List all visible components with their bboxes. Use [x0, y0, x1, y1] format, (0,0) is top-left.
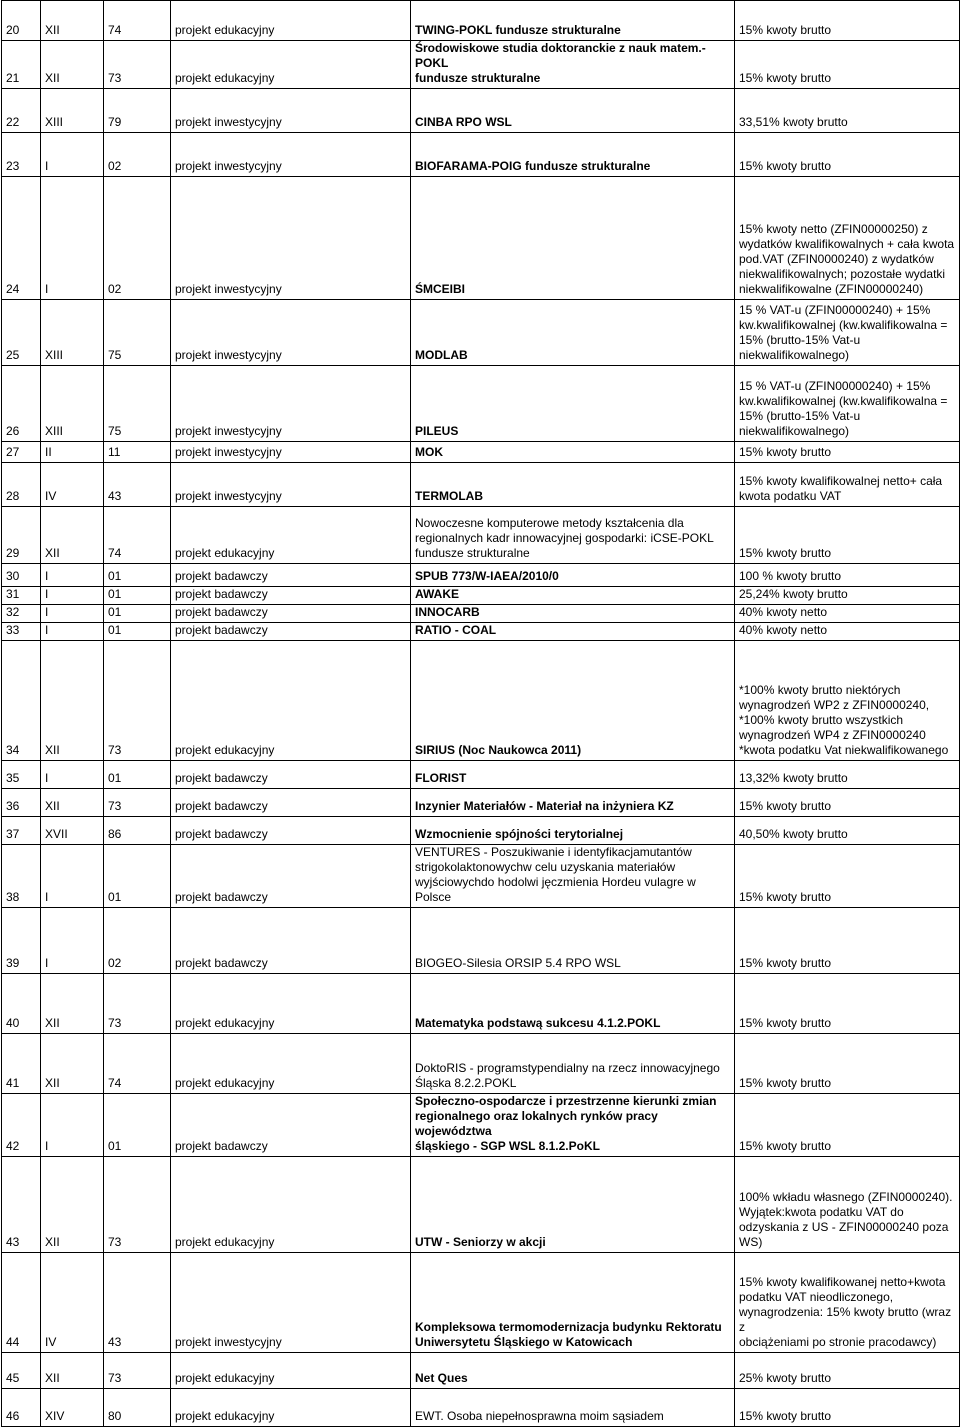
funding-note-cell: 15% kwoty brutto — [735, 908, 960, 974]
code-cell: 02 — [104, 908, 171, 974]
project-type-cell: projekt badawczy — [171, 605, 411, 623]
project-type-cell: projekt inwestycyjny — [171, 177, 411, 300]
table-row — [2, 41, 960, 89]
code-cell: 74 — [104, 1034, 171, 1094]
funding-note-cell: 15% kwoty brutto — [735, 1389, 960, 1427]
project-type-cell: projekt edukacyjny — [171, 1034, 411, 1094]
code-cell: 01 — [104, 564, 171, 587]
project-type-cell: projekt inwestycyjny — [171, 300, 411, 366]
row-number-cell: 31 — [2, 587, 41, 605]
row-number-cell: 33 — [2, 623, 41, 641]
code-cell: 01 — [104, 605, 171, 623]
funding-note-cell: 15 % VAT-u (ZFIN00000240) + 15% kw.kwalifikowalnej (kw.kwalifikowalna = 15% (brutto-15% Vat-u niekwalifikowalnego) — [735, 300, 960, 366]
table-row — [2, 908, 960, 974]
project-name-cell: Nowoczesne komputerowe metody kształcenia dla regionalnych kadr innowacyjnej gospodarki: iCSE-POKL fundusze strukturalne — [411, 507, 735, 564]
project-name-cell: EWT. Osoba niepełnosprawna moim sąsiadem — [411, 1389, 735, 1427]
funding-note-cell: 25% kwoty brutto — [735, 1353, 960, 1389]
projects-table-body — [2, 1, 960, 1427]
row-number-cell: 35 — [2, 761, 41, 789]
row-number-cell: 25 — [2, 300, 41, 366]
project-name-cell: BIOGEO-Silesia ORSIP 5.4 RPO WSL — [411, 908, 735, 974]
project-name-cell: UTW - Seniorzy w akcji — [411, 1157, 735, 1253]
code-cell: 79 — [104, 89, 171, 133]
project-name-cell: INNOCARB — [411, 605, 735, 623]
row-number-cell: 37 — [2, 817, 41, 845]
project-name-cell: TWING-POKL fundusze strukturalne — [411, 1, 735, 41]
roman-code-cell: I — [41, 587, 104, 605]
project-type-cell: projekt inwestycyjny — [171, 463, 411, 507]
project-type-cell: projekt badawczy — [171, 761, 411, 789]
funding-note-cell: 13,32% kwoty brutto — [735, 761, 960, 789]
project-name-cell: FLORIST — [411, 761, 735, 789]
table-row — [2, 587, 960, 605]
roman-code-cell: XII — [41, 1034, 104, 1094]
row-number-cell: 23 — [2, 133, 41, 177]
roman-code-cell: XIII — [41, 366, 104, 442]
funding-note-cell: 15 % VAT-u (ZFIN00000240) + 15% kw.kwalifikowalnej (kw.kwalifikowalna = 15% (brutto-15% Vat-u niekwalifikowalnego) — [735, 366, 960, 442]
row-number-cell: 34 — [2, 641, 41, 761]
roman-code-cell: XII — [41, 974, 104, 1034]
row-number-cell: 42 — [2, 1094, 41, 1157]
row-number-cell: 36 — [2, 789, 41, 817]
project-type-cell: projekt badawczy — [171, 845, 411, 908]
table-row — [2, 1253, 960, 1353]
project-type-cell: projekt edukacyjny — [171, 1353, 411, 1389]
row-number-cell: 39 — [2, 908, 41, 974]
funding-note-cell: 15% kwoty kwalifikowanej netto+kwota podatku VAT nieodliczonego, wynagrodzenia: 15% kwoty brutto (wraz z obciążeniami po stronie pracodawcy) — [735, 1253, 960, 1353]
code-cell: 73 — [104, 1157, 171, 1253]
table-row — [2, 463, 960, 507]
table-row — [2, 789, 960, 817]
funding-note-cell: 15% kwoty brutto — [735, 789, 960, 817]
roman-code-cell: XII — [41, 1, 104, 41]
row-number-cell: 46 — [2, 1389, 41, 1427]
row-number-cell: 38 — [2, 845, 41, 908]
code-cell: 11 — [104, 442, 171, 463]
code-cell: 01 — [104, 1094, 171, 1157]
code-cell: 73 — [104, 789, 171, 817]
row-number-cell: 21 — [2, 41, 41, 89]
project-name-cell: DoktoRIS - programstypendialny na rzecz innowacyjnego Śląska 8.2.2.POKL — [411, 1034, 735, 1094]
project-name-cell: Kompleksowa termomodernizacja budynku Rektoratu Uniwersytetu Śląskiego w Katowicach — [411, 1253, 735, 1353]
funding-note-cell: 15% kwoty brutto — [735, 845, 960, 908]
project-type-cell: projekt inwestycyjny — [171, 442, 411, 463]
funding-note-cell: 100 % kwoty brutto — [735, 564, 960, 587]
project-name-cell: Inzynier Materiałów - Materiał na inżyniera KZ — [411, 789, 735, 817]
project-type-cell: projekt edukacyjny — [171, 974, 411, 1034]
project-type-cell: projekt badawczy — [171, 789, 411, 817]
roman-code-cell: I — [41, 623, 104, 641]
project-type-cell: projekt edukacyjny — [171, 507, 411, 564]
roman-code-cell: IV — [41, 463, 104, 507]
row-number-cell: 29 — [2, 507, 41, 564]
project-type-cell: projekt inwestycyjny — [171, 1253, 411, 1353]
table-row — [2, 1389, 960, 1427]
roman-code-cell: I — [41, 177, 104, 300]
table-row — [2, 1034, 960, 1094]
code-cell: 02 — [104, 133, 171, 177]
table-row — [2, 605, 960, 623]
table-row — [2, 817, 960, 845]
code-cell: 01 — [104, 587, 171, 605]
roman-code-cell: XII — [41, 789, 104, 817]
roman-code-cell: XII — [41, 41, 104, 89]
row-number-cell: 27 — [2, 442, 41, 463]
project-name-cell: SIRIUS (Noc Naukowca 2011) — [411, 641, 735, 761]
project-type-cell: projekt badawczy — [171, 623, 411, 641]
funding-note-cell: 15% kwoty netto (ZFIN00000250) z wydatków kwalifikowalnych + cała kwota pod.VAT (ZFIN0000240) z wydatków niekwalifikowalnych; pozostałe wydatki niekwalifikowalne (ZFIN00000240) — [735, 177, 960, 300]
project-type-cell: projekt edukacyjny — [171, 641, 411, 761]
project-type-cell: projekt badawczy — [171, 908, 411, 974]
row-number-cell: 22 — [2, 89, 41, 133]
code-cell: 01 — [104, 761, 171, 789]
project-type-cell: projekt edukacyjny — [171, 1, 411, 41]
funding-note-cell: 15% kwoty brutto — [735, 507, 960, 564]
roman-code-cell: I — [41, 1094, 104, 1157]
code-cell: 74 — [104, 507, 171, 564]
project-type-cell: projekt edukacyjny — [171, 1157, 411, 1253]
funding-note-cell: 40% kwoty netto — [735, 605, 960, 623]
project-type-cell: projekt edukacyjny — [171, 41, 411, 89]
projects-table — [1, 0, 960, 1427]
project-name-cell: SPUB 773/W-IAEA/2010/0 — [411, 564, 735, 587]
project-name-cell: Społeczno-ospodarcze i przestrzenne kierunki zmian regionalnego oraz lokalnych rynków pracy województwa śląskiego - SGP WSL 8.1.2.PoKL — [411, 1094, 735, 1157]
row-number-cell: 24 — [2, 177, 41, 300]
table-row — [2, 89, 960, 133]
table-row — [2, 845, 960, 908]
table-row — [2, 761, 960, 789]
table-row — [2, 1, 960, 41]
project-name-cell: VENTURES - Poszukiwanie i identyfikacjamutantów strigokolaktonowychw celu uzyskania materiałów wyjściowychdo hodolwi jęczmienia Hordeu vulagre w Polsce — [411, 845, 735, 908]
roman-code-cell: XII — [41, 641, 104, 761]
roman-code-cell: XIV — [41, 1389, 104, 1427]
funding-note-cell: 15% kwoty brutto — [735, 1034, 960, 1094]
table-row — [2, 507, 960, 564]
roman-code-cell: I — [41, 908, 104, 974]
funding-note-cell: 100% wkładu własnego (ZFIN0000240). Wyjątek:kwota podatku VAT do odzyskania z US - ZFIN00000240 poza WS) — [735, 1157, 960, 1253]
code-cell: 73 — [104, 1353, 171, 1389]
code-cell: 73 — [104, 641, 171, 761]
project-name-cell: Matematyka podstawą sukcesu 4.1.2.POKL — [411, 974, 735, 1034]
roman-code-cell: I — [41, 605, 104, 623]
project-name-cell: RATIO - COAL — [411, 623, 735, 641]
project-name-cell: MODLAB — [411, 300, 735, 366]
code-cell: 01 — [104, 623, 171, 641]
row-number-cell: 44 — [2, 1253, 41, 1353]
table-row — [2, 623, 960, 641]
funding-note-cell: 33,51% kwoty brutto — [735, 89, 960, 133]
code-cell: 43 — [104, 1253, 171, 1353]
roman-code-cell: XII — [41, 507, 104, 564]
row-number-cell: 20 — [2, 1, 41, 41]
project-name-cell: BIOFARAMA-POIG fundusze strukturalne — [411, 133, 735, 177]
funding-note-cell: 15% kwoty brutto — [735, 974, 960, 1034]
code-cell: 74 — [104, 1, 171, 41]
table-row — [2, 177, 960, 300]
funding-note-cell: *100% kwoty brutto niektórych wynagrodzeń WP2 z ZFIN0000240, *100% kwoty brutto wszystkich wynagrodzeń WP4 z ZFIN0000240 *kwota podatku Vat niekwalifikowanego — [735, 641, 960, 761]
funding-note-cell: 15% kwoty brutto — [735, 41, 960, 89]
row-number-cell: 43 — [2, 1157, 41, 1253]
roman-code-cell: XIII — [41, 89, 104, 133]
table-row — [2, 1094, 960, 1157]
funding-note-cell: 15% kwoty kwalifikowalnej netto+ cała kwota podatku VAT — [735, 463, 960, 507]
funding-note-cell: 40% kwoty netto — [735, 623, 960, 641]
project-type-cell: projekt edukacyjny — [171, 1389, 411, 1427]
table-row — [2, 564, 960, 587]
project-name-cell: Wzmocnienie spójności terytorialnej — [411, 817, 735, 845]
project-name-cell: MOK — [411, 442, 735, 463]
code-cell: 75 — [104, 366, 171, 442]
roman-code-cell: II — [41, 442, 104, 463]
table-row — [2, 366, 960, 442]
project-name-cell: ŚMCEIBI — [411, 177, 735, 300]
roman-code-cell: XIII — [41, 300, 104, 366]
project-type-cell: projekt inwestycyjny — [171, 366, 411, 442]
code-cell: 75 — [104, 300, 171, 366]
project-type-cell: projekt badawczy — [171, 1094, 411, 1157]
row-number-cell: 32 — [2, 605, 41, 623]
roman-code-cell: XVII — [41, 817, 104, 845]
table-row — [2, 974, 960, 1034]
roman-code-cell: XII — [41, 1353, 104, 1389]
project-name-cell: CINBA RPO WSL — [411, 89, 735, 133]
row-number-cell: 45 — [2, 1353, 41, 1389]
code-cell: 80 — [104, 1389, 171, 1427]
table-row — [2, 1353, 960, 1389]
funding-note-cell: 15% kwoty brutto — [735, 133, 960, 177]
funding-note-cell: 15% kwoty brutto — [735, 1094, 960, 1157]
table-row — [2, 300, 960, 366]
table-row — [2, 133, 960, 177]
table-row — [2, 641, 960, 761]
roman-code-cell: I — [41, 564, 104, 587]
project-name-cell: AWAKE — [411, 587, 735, 605]
project-type-cell: projekt badawczy — [171, 587, 411, 605]
roman-code-cell: XII — [41, 1157, 104, 1253]
funding-note-cell: 15% kwoty brutto — [735, 442, 960, 463]
code-cell: 86 — [104, 817, 171, 845]
project-type-cell: projekt inwestycyjny — [171, 133, 411, 177]
roman-code-cell: I — [41, 761, 104, 789]
row-number-cell: 30 — [2, 564, 41, 587]
code-cell: 73 — [104, 974, 171, 1034]
funding-note-cell: 15% kwoty brutto — [735, 1, 960, 41]
project-type-cell: projekt inwestycyjny — [171, 89, 411, 133]
funding-note-cell: 40,50% kwoty brutto — [735, 817, 960, 845]
funding-note-cell: 25,24% kwoty brutto — [735, 587, 960, 605]
project-name-cell: Net Ques — [411, 1353, 735, 1389]
row-number-cell: 41 — [2, 1034, 41, 1094]
project-type-cell: projekt badawczy — [171, 564, 411, 587]
code-cell: 01 — [104, 845, 171, 908]
project-name-cell: PILEUS — [411, 366, 735, 442]
roman-code-cell: I — [41, 133, 104, 177]
table-row — [2, 1157, 960, 1253]
code-cell: 02 — [104, 177, 171, 300]
row-number-cell: 28 — [2, 463, 41, 507]
roman-code-cell: IV — [41, 1253, 104, 1353]
project-type-cell: projekt badawczy — [171, 817, 411, 845]
project-name-cell: Środowiskowe studia doktoranckie z nauk matem.-POKL fundusze strukturalne — [411, 41, 735, 89]
code-cell: 73 — [104, 41, 171, 89]
project-name-cell: TERMOLAB — [411, 463, 735, 507]
table-row — [2, 442, 960, 463]
row-number-cell: 40 — [2, 974, 41, 1034]
roman-code-cell: I — [41, 845, 104, 908]
code-cell: 43 — [104, 463, 171, 507]
row-number-cell: 26 — [2, 366, 41, 442]
